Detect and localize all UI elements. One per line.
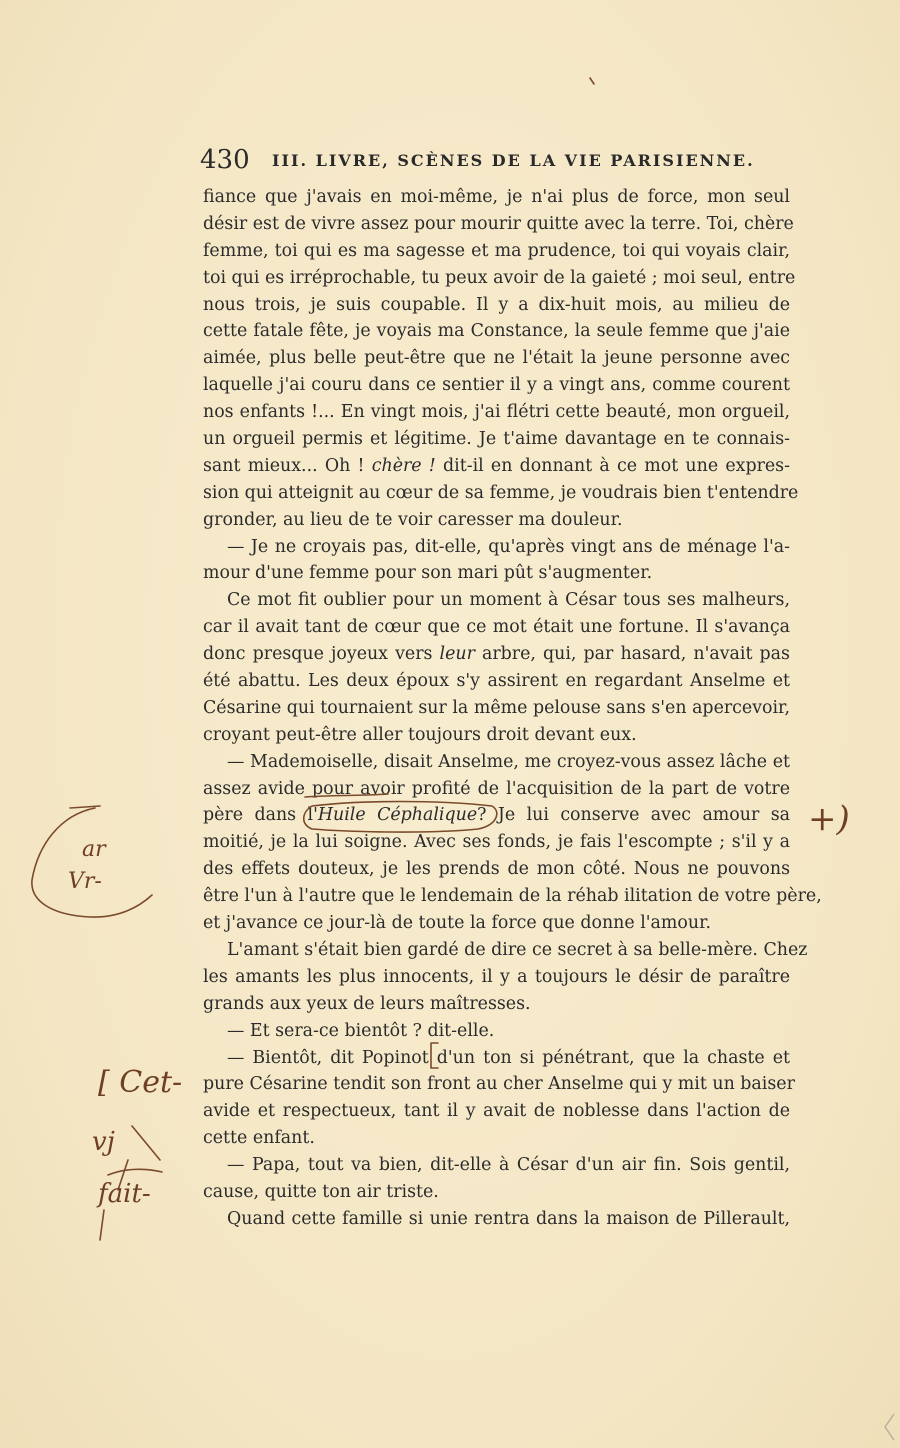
text-line: aimée, plus belle peut-être que ne l'était la jeune personne avec [203, 348, 790, 369]
text-line: — Je ne croyais pas, dit-elle, qu'après vingt ans de ménage l'a- [227, 536, 790, 557]
text-line: — Mademoiselle, disait Anselme, me croyez-vous assez lâche et [227, 751, 790, 772]
margin-stroke [118, 1160, 128, 1190]
margin-note: vj [92, 1127, 115, 1157]
text-line: cette fatale fête, je voyais ma Constance, la seule femme que j'aie [203, 321, 790, 342]
text-line: — Papa, tout va bien, dit-elle à César d'un air fin. Sois gentil, [227, 1155, 790, 1176]
text-line: mour d'une femme pour son mari pût s'augmenter. [203, 563, 653, 584]
text-line: un orgueil permis et légitime. Je t'aime davantage en te connais- [203, 429, 790, 450]
text-segment: ? Je lui conserve avec amour sa [477, 805, 791, 826]
text-line: cause, quitte ton air triste. [203, 1181, 439, 1202]
text-line: gronder, au lieu de te voir caresser ma douleur. [203, 509, 623, 530]
text-line: Ce mot fit oublier pour un moment à César tous ses malheurs, [227, 590, 790, 611]
text-line [203, 641, 790, 668]
text-line: été abattu. Les deux époux s'y assirent en regardant Anselme et [203, 671, 790, 692]
text-line: laquelle j'ai couru dans ce sentier il y a vingt ans, comme courent [203, 375, 790, 396]
text-line: grands aux yeux de leurs maîtresses. [203, 993, 531, 1014]
text-line: nous trois, je suis coupable. Il y a dix-huit mois, au milieu de [203, 294, 790, 315]
text-line: Quand cette famille si unie rentra dans la maison de Pillerault, [227, 1208, 790, 1229]
text-segment: — Bientôt, dit Popinot [227, 1047, 437, 1068]
text-line: fiance que j'avais en moi-même, je n'ai plus de force, mon seul [203, 187, 790, 207]
text-line: et j'avance ce jour-là de toute la force que donne l'amour. [203, 913, 712, 934]
text-line [203, 453, 790, 480]
text-line: Césarine qui tournaient sur la même pelouse sans s'en apercevoir, [203, 697, 790, 718]
text-line: des effets douteux, je les prends de mon côté. Nous ne pouvons [203, 859, 790, 880]
text-line: assez avide pour avoir profité de l'acquisition de la part de votre [203, 778, 790, 799]
margin-stroke [108, 1169, 162, 1175]
text-segment: donc presque joyeux vers [203, 644, 440, 665]
margin-note: [ Cet- [98, 1065, 183, 1100]
margin-note: ar [82, 837, 106, 862]
page-edge-mark [882, 1412, 896, 1442]
margin-stroke [70, 806, 100, 808]
margin-curve [32, 808, 152, 917]
text-line: femme, toi qui es ma sagesse et ma prudence, toi qui voyais clair, [203, 240, 790, 261]
margin-stroke [590, 78, 594, 84]
italic-word: leur [439, 644, 475, 665]
text-line: pure Césarine tendit son front au cher Anselme qui y mit un baiser [203, 1074, 795, 1095]
text-line: les amants les plus innocents, il y a toujours le désir de paraître [203, 966, 790, 987]
text-line: L'amant s'était bien gardé de dire ce secret à sa belle-mère. Chez [227, 939, 808, 960]
margin-note: Vr- [68, 869, 102, 894]
text-segment: d'un ton si pénétrant, que la chaste et [436, 1047, 790, 1068]
text-line: car il avait tant de cœur que ce mot était une fortune. Il s'avança [203, 617, 790, 638]
text-line: cette enfant. [203, 1128, 315, 1149]
margin-stroke [132, 1126, 160, 1160]
text-line [203, 1045, 790, 1072]
margin-note: fait- [98, 1179, 151, 1209]
margin-note: +) [808, 799, 850, 839]
running-head: III. LIVRE, SCÈNES DE LA VIE PARISIENNE. [272, 151, 755, 170]
page-header [200, 145, 790, 181]
text-segment: sant mieux... Oh ! [203, 455, 372, 476]
text-line: moitié, je la lui soigne. Avec ses fonds, je fais l'escompte ; s'il y a [203, 832, 790, 853]
text-line [203, 802, 790, 829]
text-line: avide et respectueux, tant il y avait de noblesse dans l'action de [203, 1101, 790, 1122]
text-line: être l'un à l'autre que le lendemain de la réhab ilitation de votre père, [203, 886, 822, 907]
page-number: 430 [200, 145, 250, 175]
italic-word: chère ! [371, 455, 436, 476]
body-text [203, 184, 822, 1233]
text-line: nos enfants !... En vingt mois, j'ai flétri cette beauté, mon orgueil, [203, 402, 790, 423]
text-line: toi qui es irréprochable, tu peux avoir de la gaieté ; moi seul, entre [203, 267, 796, 288]
text-line: — Et sera-ce bientôt ? dit-elle. [227, 1020, 495, 1041]
margin-stroke [100, 1210, 104, 1240]
text-segment: dit-il en donnant à ce mot une expres- [435, 455, 790, 476]
text-line: désir est de vivre assez pour mourir quitte avec la terre. Toi, chère [203, 213, 794, 234]
text-segment: père dans l' [203, 805, 318, 826]
text-line: sion qui atteignit au cœur de sa femme, je voudrais bien t'entendre [203, 482, 799, 503]
text-line: croyant peut-être aller toujours droit devant eux. [203, 724, 637, 745]
italic-word: Huile Céphalique [317, 805, 478, 826]
text-segment: arbre, qui, par hasard, n'avait pas [474, 644, 790, 665]
